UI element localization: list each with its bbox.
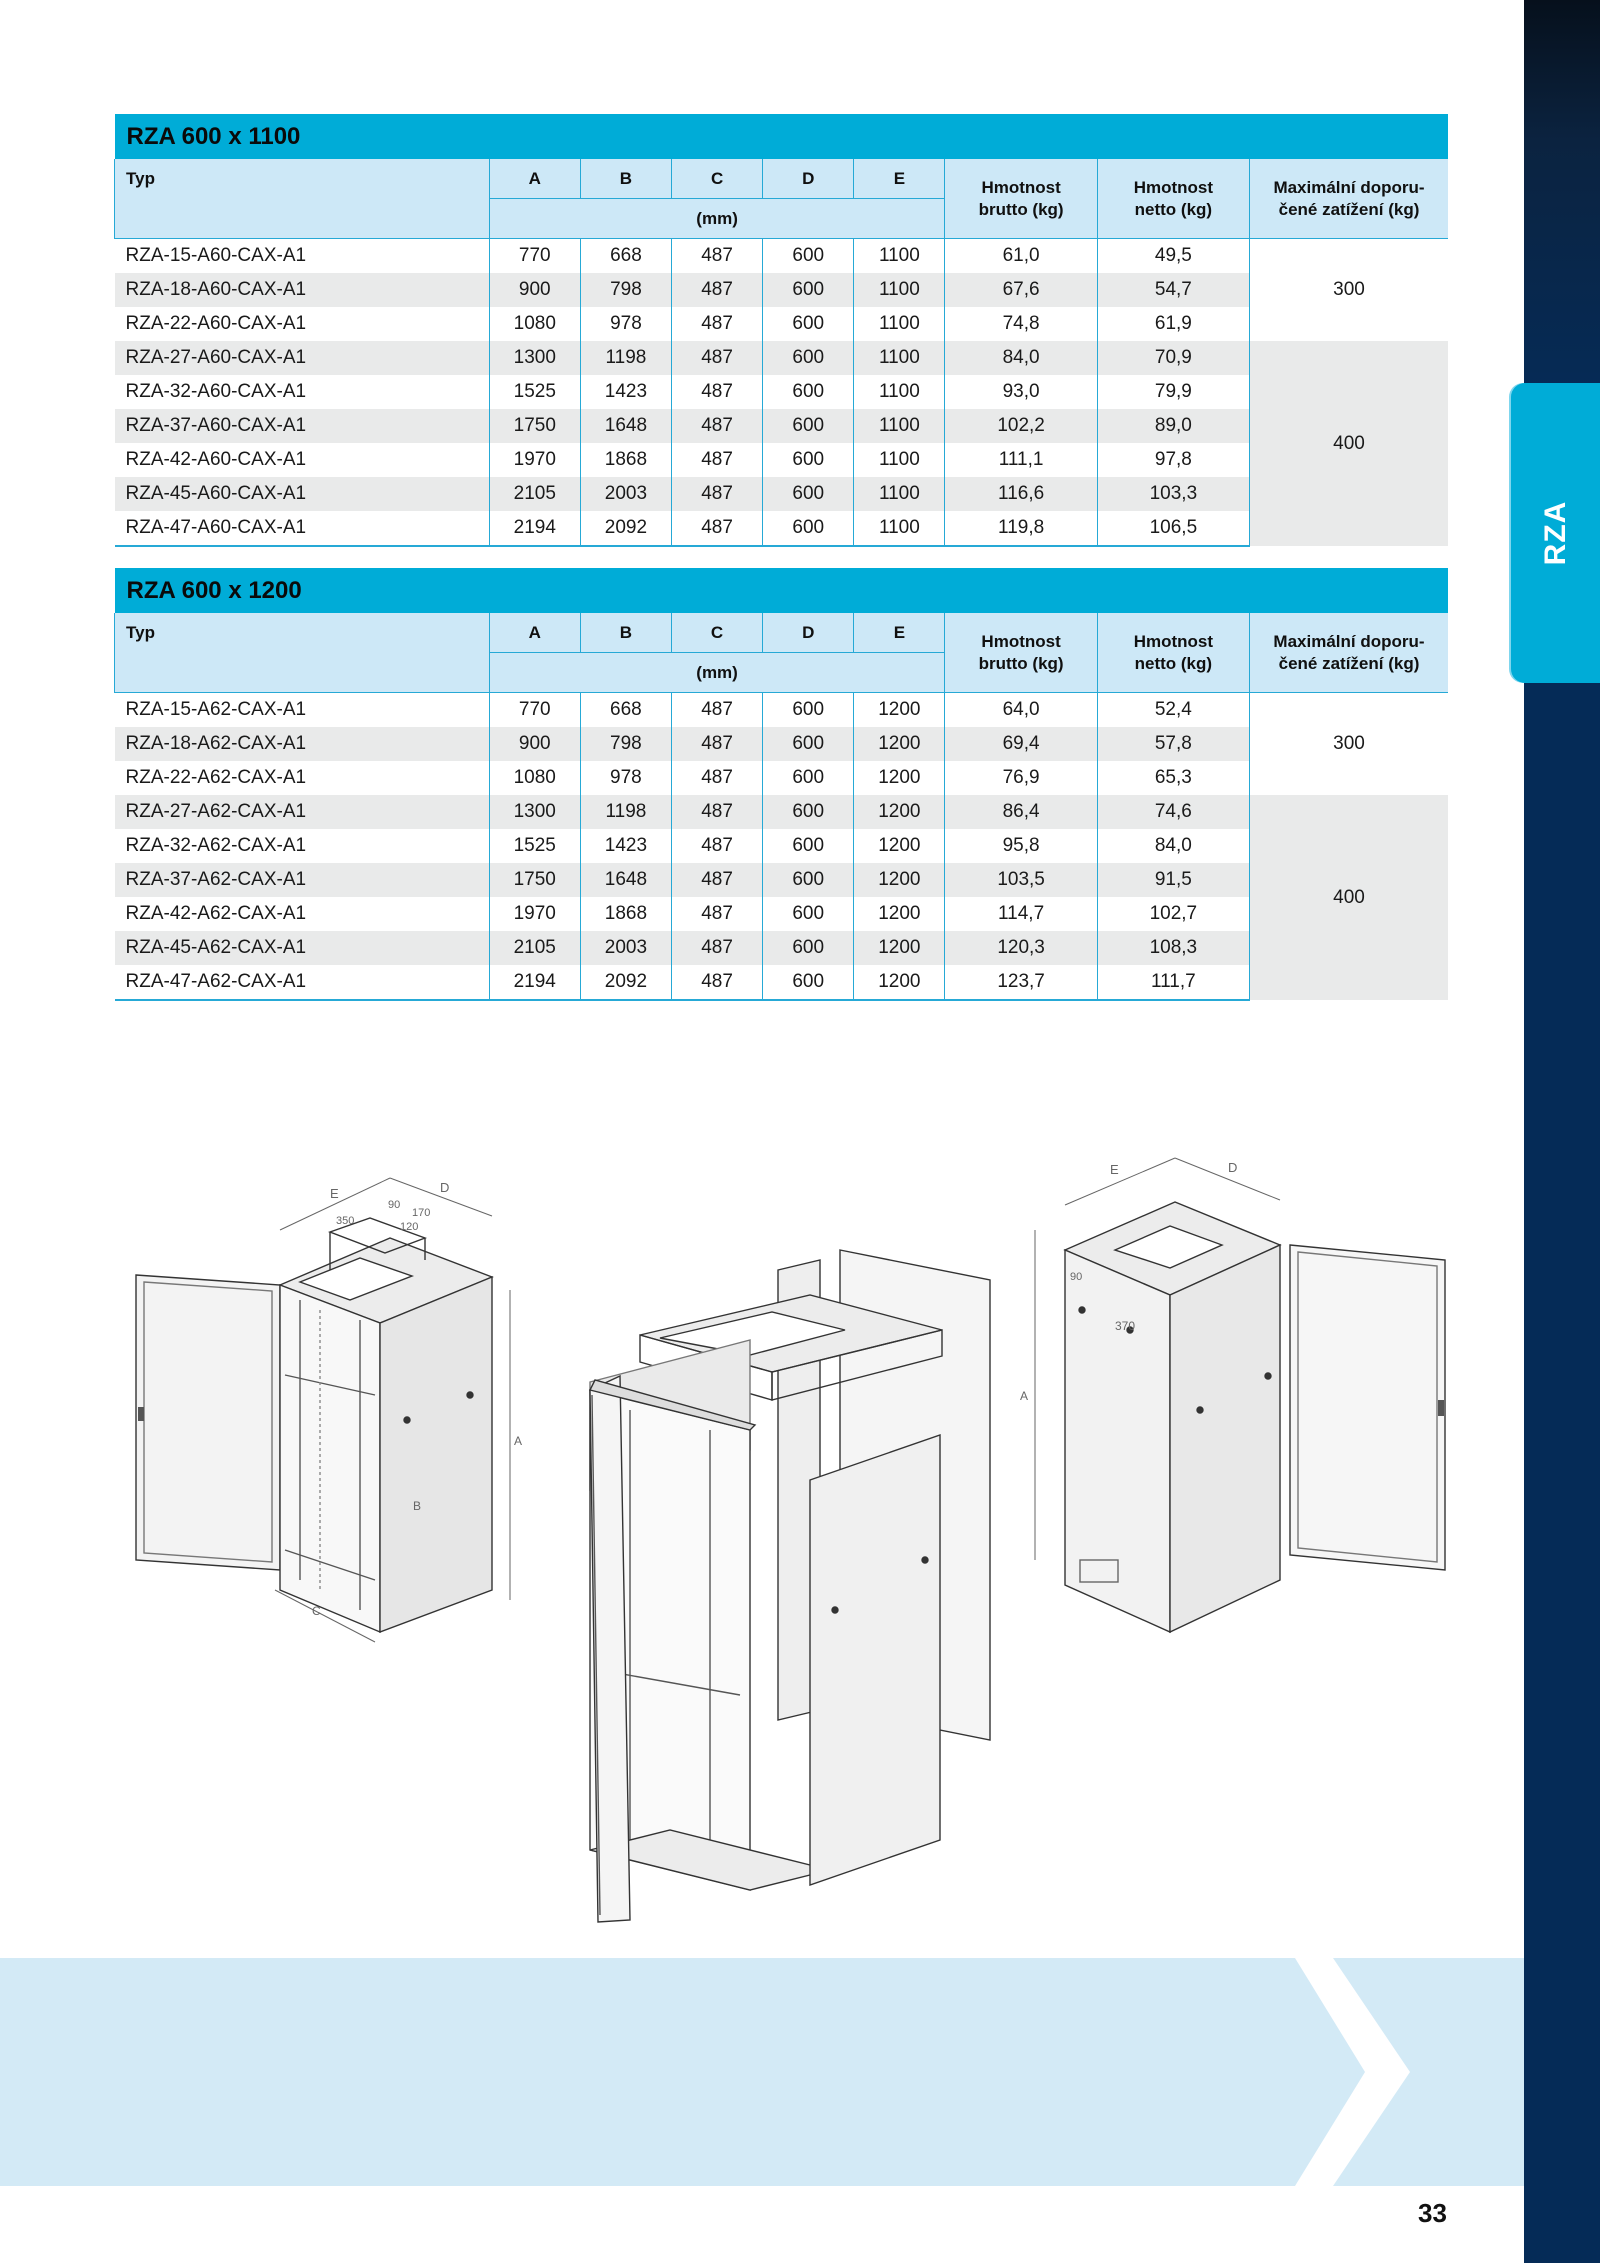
col-header-dim: B <box>580 613 671 653</box>
cell-value: 1200 <box>854 693 945 728</box>
cell-value: 487 <box>672 307 763 341</box>
cell-value: 1100 <box>854 409 945 443</box>
cell-value: 2105 <box>489 477 580 511</box>
cell-value: 487 <box>671 965 762 1000</box>
cell-type: RZA-22-A60-CAX-A1 <box>125 313 307 334</box>
cell-value: 600 <box>763 829 854 863</box>
col-header-dim: D <box>763 159 854 199</box>
cell-value: 798 <box>580 727 671 761</box>
cell-value: 95,8 <box>945 829 1097 863</box>
cell-value: 1198 <box>580 341 671 375</box>
header-brutto-line1: Hmotnost <box>981 177 1061 197</box>
col-header-dim: B <box>580 159 671 199</box>
cell-value: 86,4 <box>945 795 1097 829</box>
cell-max-load: 400 <box>1249 795 1448 1000</box>
cell-value: 1100 <box>854 511 945 546</box>
table-row <box>115 897 1449 931</box>
cell-type: RZA-32-A62-CAX-A1 <box>125 835 307 856</box>
cell-value: 1525 <box>489 829 580 863</box>
col-header-brutto <box>945 159 1097 239</box>
cell-value: 487 <box>672 375 763 409</box>
cabinet-drawing-open-door <box>136 1178 522 1642</box>
table-row <box>115 727 1449 761</box>
cell-type: RZA-22-A62-CAX-A1 <box>125 767 307 788</box>
cell-value: 600 <box>763 897 854 931</box>
cabinet-drawing-exploded <box>590 1250 990 1922</box>
label-d-left: D <box>440 1180 450 1195</box>
cell-value: 1200 <box>854 727 945 761</box>
table-row <box>115 273 1449 307</box>
cell-value: 487 <box>672 443 763 477</box>
cell-type: RZA-32-A60-CAX-A1 <box>125 381 307 402</box>
cell-max-load: 300 <box>1250 239 1449 342</box>
cell-value: 103,5 <box>945 863 1097 897</box>
cell-value: 84,0 <box>1097 829 1249 863</box>
section-tab-label: RZA <box>1538 500 1572 566</box>
cell-value: 61,9 <box>1097 307 1249 341</box>
col-header-max-load <box>1250 159 1449 239</box>
cell-type: RZA-37-A62-CAX-A1 <box>115 863 490 897</box>
cell-type: RZA-37-A60-CAX-A1 <box>115 409 490 443</box>
table-title: RZA 600 x 1100 <box>115 114 1449 159</box>
cell-value: 487 <box>672 477 763 511</box>
col-header-netto <box>1097 159 1249 239</box>
cell-value: 76,9 <box>945 761 1097 795</box>
cell-value: 61,0 <box>945 239 1097 274</box>
table-row <box>115 307 1449 341</box>
cell-value: 978 <box>580 761 671 795</box>
cell-value: 487 <box>671 727 762 761</box>
cell-value: 1970 <box>489 443 580 477</box>
col-header-dim: C <box>671 613 762 653</box>
cell-value: 600 <box>763 863 854 897</box>
cell-value: 487 <box>671 897 762 931</box>
cell-value: 600 <box>763 931 854 965</box>
cell-value: 93,0 <box>945 375 1097 409</box>
header-max-line2: čené zatížení (kg) <box>1278 199 1420 219</box>
label-350: 350 <box>336 1215 355 1227</box>
cell-type: RZA-18-A60-CAX-A1 <box>115 273 490 307</box>
cell-value: 1100 <box>854 443 945 477</box>
table-row <box>115 931 1449 965</box>
cell-value: 2092 <box>580 511 671 546</box>
cell-value: 1080 <box>489 761 580 795</box>
cell-value: 487 <box>671 829 762 863</box>
cell-value: 1200 <box>854 897 945 931</box>
cell-type: RZA-27-A62-CAX-A1 <box>115 795 490 829</box>
cell-value: 1100 <box>854 341 945 375</box>
cell-value: 97,8 <box>1097 443 1249 477</box>
cell-value: 1750 <box>489 409 580 443</box>
cell-type: RZA-42-A60-CAX-A1 <box>125 449 307 470</box>
cell-value: 106,5 <box>1097 511 1249 546</box>
cell-value: 600 <box>763 443 854 477</box>
table-row <box>115 863 1449 897</box>
col-header-typ: Typ <box>115 159 490 239</box>
bottom-band <box>0 1958 1524 2186</box>
cell-value: 798 <box>580 273 671 307</box>
label-e-left: E <box>330 1186 339 1201</box>
cell-value: 487 <box>672 341 763 375</box>
cell-value: 2092 <box>580 965 671 1000</box>
cell-value: 487 <box>671 693 762 728</box>
cell-value: 1300 <box>489 341 580 375</box>
cell-value: 487 <box>671 761 762 795</box>
header-max-line1: Maximální doporu- <box>1273 177 1425 197</box>
cell-value: 600 <box>763 965 854 1000</box>
label-d-right: D <box>1228 1160 1238 1175</box>
cell-type: RZA-47-A60-CAX-A1 <box>115 511 490 546</box>
cell-value: 49,5 <box>1097 239 1249 274</box>
cell-value: 120,3 <box>945 931 1097 965</box>
cell-value: 770 <box>489 239 580 274</box>
section-tab[interactable] <box>1511 383 1600 683</box>
cell-max-load: 300 <box>1249 693 1448 796</box>
cell-value: 54,7 <box>1097 273 1249 307</box>
cell-value: 79,9 <box>1097 375 1249 409</box>
cell-value: 600 <box>763 375 854 409</box>
cell-value: 108,3 <box>1097 931 1249 965</box>
cell-value: 2194 <box>489 511 580 546</box>
cell-value: 487 <box>672 239 763 274</box>
cell-value: 74,8 <box>945 307 1097 341</box>
cell-value: 1868 <box>580 897 671 931</box>
cell-value: 65,3 <box>1097 761 1249 795</box>
cell-value: 84,0 <box>945 341 1097 375</box>
cell-value: 600 <box>763 341 854 375</box>
cell-type: RZA-47-A62-CAX-A1 <box>115 965 490 1000</box>
cell-value: 1200 <box>854 863 945 897</box>
spec-table-1100 <box>114 114 1448 547</box>
cell-max-load: 400 <box>1250 341 1449 546</box>
cell-value: 1198 <box>580 795 671 829</box>
cabinet-drawings <box>130 1150 1460 1930</box>
cell-value: 67,6 <box>945 273 1097 307</box>
cell-value: 2194 <box>489 965 580 1000</box>
table-row <box>115 409 1449 443</box>
cell-value: 600 <box>763 511 854 546</box>
label-e-right: E <box>1110 1162 1119 1177</box>
cell-value: 1525 <box>489 375 580 409</box>
cell-value: 1100 <box>854 477 945 511</box>
cell-value: 668 <box>580 239 671 274</box>
cell-value: 1868 <box>580 443 671 477</box>
cell-value: 1100 <box>854 307 945 341</box>
cell-value: 1423 <box>580 375 671 409</box>
cell-value: 103,3 <box>1097 477 1249 511</box>
table-row <box>115 693 1449 728</box>
cell-value: 487 <box>672 273 763 307</box>
cell-value: 70,9 <box>1097 341 1249 375</box>
table-row <box>115 375 1449 409</box>
table-row <box>115 829 1449 863</box>
cell-value: 57,8 <box>1097 727 1249 761</box>
cell-type: RZA-45-A60-CAX-A1 <box>115 477 490 511</box>
cell-value: 1300 <box>489 795 580 829</box>
col-header-dim: E <box>854 159 945 199</box>
label-170: 170 <box>412 1207 431 1219</box>
cell-value: 487 <box>672 511 763 546</box>
cell-value: 1200 <box>854 795 945 829</box>
cell-value: 1100 <box>854 273 945 307</box>
label-a-left: A <box>514 1434 523 1448</box>
cell-value: 770 <box>489 693 580 728</box>
cell-value: 123,7 <box>945 965 1097 1000</box>
table-row <box>115 239 1449 274</box>
col-header-dim: A <box>489 159 580 199</box>
col-header-dim: E <box>854 613 945 653</box>
table-row <box>115 511 1449 546</box>
col-header-dim: C <box>672 159 763 199</box>
cell-value: 1200 <box>854 829 945 863</box>
col-header-unit: (mm) <box>489 199 945 239</box>
cell-value: 1750 <box>489 863 580 897</box>
cell-value: 900 <box>489 273 580 307</box>
header-max-line2: čené zatížení (kg) <box>1278 653 1420 673</box>
header-netto-line1: Hmotnost <box>1133 631 1214 651</box>
table-row <box>115 761 1449 795</box>
cell-value: 668 <box>580 693 671 728</box>
cell-value: 600 <box>763 409 854 443</box>
cell-value: 487 <box>672 409 763 443</box>
cell-value: 1200 <box>854 761 945 795</box>
cell-value: 1648 <box>580 409 671 443</box>
col-header-netto <box>1097 613 1249 693</box>
col-header-typ: Typ <box>115 613 490 693</box>
table-row <box>115 341 1449 375</box>
table-row <box>115 795 1449 829</box>
cell-type: RZA-15-A60-CAX-A1 <box>125 245 307 266</box>
spec-table-1200 <box>114 568 1448 1001</box>
chevron-right-icon <box>1295 1958 1410 2186</box>
cell-value: 600 <box>763 795 854 829</box>
cell-value: 600 <box>763 273 854 307</box>
page-number: 33 <box>1418 2198 1447 2228</box>
col-header-dim: A <box>489 613 580 653</box>
label-b-left: B <box>413 1499 422 1513</box>
cell-value: 600 <box>763 727 854 761</box>
cell-value: 111,1 <box>945 443 1097 477</box>
cell-value: 114,7 <box>945 897 1097 931</box>
cell-value: 600 <box>763 761 854 795</box>
label-120: 120 <box>400 1221 419 1233</box>
header-brutto-line2: brutto (kg) <box>978 199 1064 219</box>
cell-value: 1100 <box>854 375 945 409</box>
cell-value: 102,2 <box>945 409 1097 443</box>
cell-value: 1648 <box>580 863 671 897</box>
cell-value: 64,0 <box>945 693 1097 728</box>
label-370: 370 <box>1115 1319 1136 1333</box>
cell-value: 116,6 <box>945 477 1097 511</box>
header-brutto-line1: Hmotnost <box>981 631 1061 651</box>
cell-type: RZA-15-A62-CAX-A1 <box>125 699 307 720</box>
cell-value: 1200 <box>854 965 945 1000</box>
table-row <box>115 965 1449 1000</box>
table-title: RZA 600 x 1200 <box>115 568 1449 613</box>
table-row <box>115 477 1449 511</box>
cell-value: 1970 <box>489 897 580 931</box>
cell-value: 487 <box>671 931 762 965</box>
cell-value: 74,6 <box>1097 795 1249 829</box>
cell-type: RZA-27-A60-CAX-A1 <box>115 341 490 375</box>
cell-value: 1423 <box>580 829 671 863</box>
label-90-right: 90 <box>1070 1271 1083 1283</box>
col-header-unit: (mm) <box>489 653 945 693</box>
cell-value: 102,7 <box>1097 897 1249 931</box>
header-netto-line2: netto (kg) <box>1134 199 1213 219</box>
header-netto-line2: netto (kg) <box>1134 653 1213 673</box>
cell-type: RZA-45-A62-CAX-A1 <box>115 931 490 965</box>
cell-type: RZA-18-A62-CAX-A1 <box>115 727 490 761</box>
cell-value: 69,4 <box>945 727 1097 761</box>
cell-value: 119,8 <box>945 511 1097 546</box>
cell-value: 2003 <box>580 931 671 965</box>
table-row <box>115 443 1449 477</box>
header-netto-line1: Hmotnost <box>1133 177 1214 197</box>
header-max-line1: Maximální doporu- <box>1273 631 1425 651</box>
cell-value: 600 <box>763 693 854 728</box>
cell-value: 600 <box>763 477 854 511</box>
col-header-dim: D <box>763 613 854 653</box>
cabinet-drawing-rear <box>1020 1158 1445 1632</box>
cell-value: 487 <box>671 795 762 829</box>
cell-value: 111,7 <box>1097 965 1249 1000</box>
cell-value: 2105 <box>489 931 580 965</box>
cell-value: 600 <box>763 307 854 341</box>
label-90-left: 90 <box>388 1199 401 1211</box>
cell-value: 1100 <box>854 239 945 274</box>
cell-value: 978 <box>580 307 671 341</box>
col-header-max-load <box>1249 613 1448 693</box>
label-a-right: A <box>1020 1389 1029 1403</box>
cell-type: RZA-42-A62-CAX-A1 <box>125 903 307 924</box>
header-brutto-line2: brutto (kg) <box>978 653 1064 673</box>
cell-value: 1080 <box>489 307 580 341</box>
cell-value: 52,4 <box>1097 693 1249 728</box>
side-bar <box>1524 0 1600 2263</box>
cell-value: 1200 <box>854 931 945 965</box>
cell-value: 900 <box>489 727 580 761</box>
cell-value: 89,0 <box>1097 409 1249 443</box>
cell-value: 600 <box>763 239 854 274</box>
cell-value: 487 <box>671 863 762 897</box>
label-c-left: C <box>312 1604 321 1618</box>
cell-value: 91,5 <box>1097 863 1249 897</box>
cell-value: 2003 <box>580 477 671 511</box>
col-header-brutto <box>945 613 1097 693</box>
